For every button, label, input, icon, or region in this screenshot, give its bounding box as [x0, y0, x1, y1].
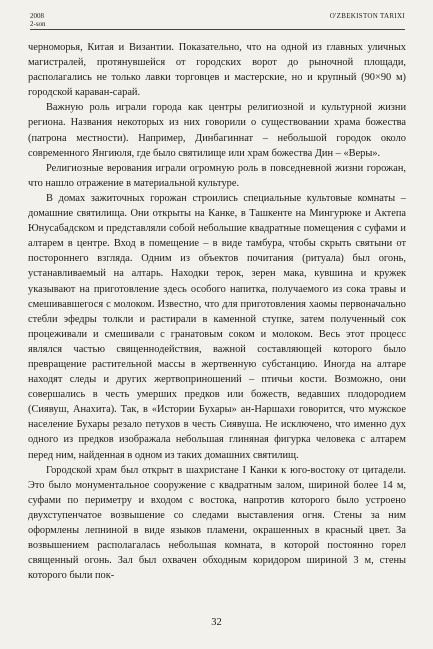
paragraph-2: Важную роль играли города как центры религиозной и культурной жизни региона. Названия некоторых из них говорили о существовании храма божества (патрона местности). Например, Динбагиннат – небольшой городок около современного Янгиюля, где было святилище или храм божества Дин – «Веры». [28, 102, 406, 159]
paragraph-1: черноморья, Китая и Византии. Показательно, что на одной из главных уличных магистралей, протянувшейся от городских ворот до рыночной площади, располагались не только лавки торговцев и мастерские, но и крупный (90×90 м) городской караван-сарай. [28, 42, 406, 99]
header-issue: 2-son [30, 20, 46, 28]
paragraph-4: В домах зажиточных горожан строились специальные культовые комнаты – домашние святилища. Они открыты на Канке, в Ташкенте на Мингурюке и Актепа Юнусабадском и представляли собой небольшие квадратные помещения с суфами и алтарем в центре. Вход в помещение – в виде тамбура, чтобы скрыть святыни от постороннего взгляда. Одним из объектов почитания (ритуала) был огонь, устанавливаемый на алтарь. Находки терок, зерен мака, кувшина и кружек указывают на приготовление здесь особого напитка, получаемого из сока травы и смешивавшегося с молоком. Известно, что для приготовления хаомы первоначально стебли эфедры толкли и растирали в каменной ступке, затем полученный сок процеживали и смешивали с гранатовым соком и молоком. Весь этот процесс являлся частью священнодействия, важной составляющей которого было превращение растительной массы в жертвенную субстанцию. Иногда на алтаре находят следы и других жертвоприношений – птичьи кости. Возможно, они совершались в честь умерших предков или божеств, ведавших плодородием (Сиявуш, Анахита). Так, в «Истории Бухары» ан-Наршахи говорится, что мужское население Бухары резало петухов в честь Сиявуша. Не исключено, что именно дух одного из предков изображала небольшая глиняная фигурка человека с алтарем перед ним, найденная в одном из таких домашних святилищ. [28, 192, 406, 461]
header-rule [30, 29, 405, 30]
header-journal-title: O'ZBEKISTON TARIXI [329, 12, 405, 20]
paragraph-3: Религиозные верования играли огромную роль в повседневной жизни горожан, что нашло отражение в материальной культуре. [28, 162, 406, 189]
paragraph-5: Городской храм был открыт в шахристане I Канки к юго-востоку от цитадели. Это было монументальное сооружение с квадратным залом, шириной более 14 м, суфами по периметру и входом с востока, напротив которого было устроено двухступенчатое возвышение со следами выставления огня. Стены за ним оформлены лепниной в виде языков пламени, окрашенных в красный цвет. За возвышением располагалась небольшая комната, в которой постоянно горел священный огонь. Зал был охвачен обходным коридором шириной 3 м, стены которого были пок- [28, 464, 406, 582]
article-body [28, 40, 406, 583]
header-year: 2008 [30, 12, 44, 20]
page-number: 32 [211, 617, 222, 628]
